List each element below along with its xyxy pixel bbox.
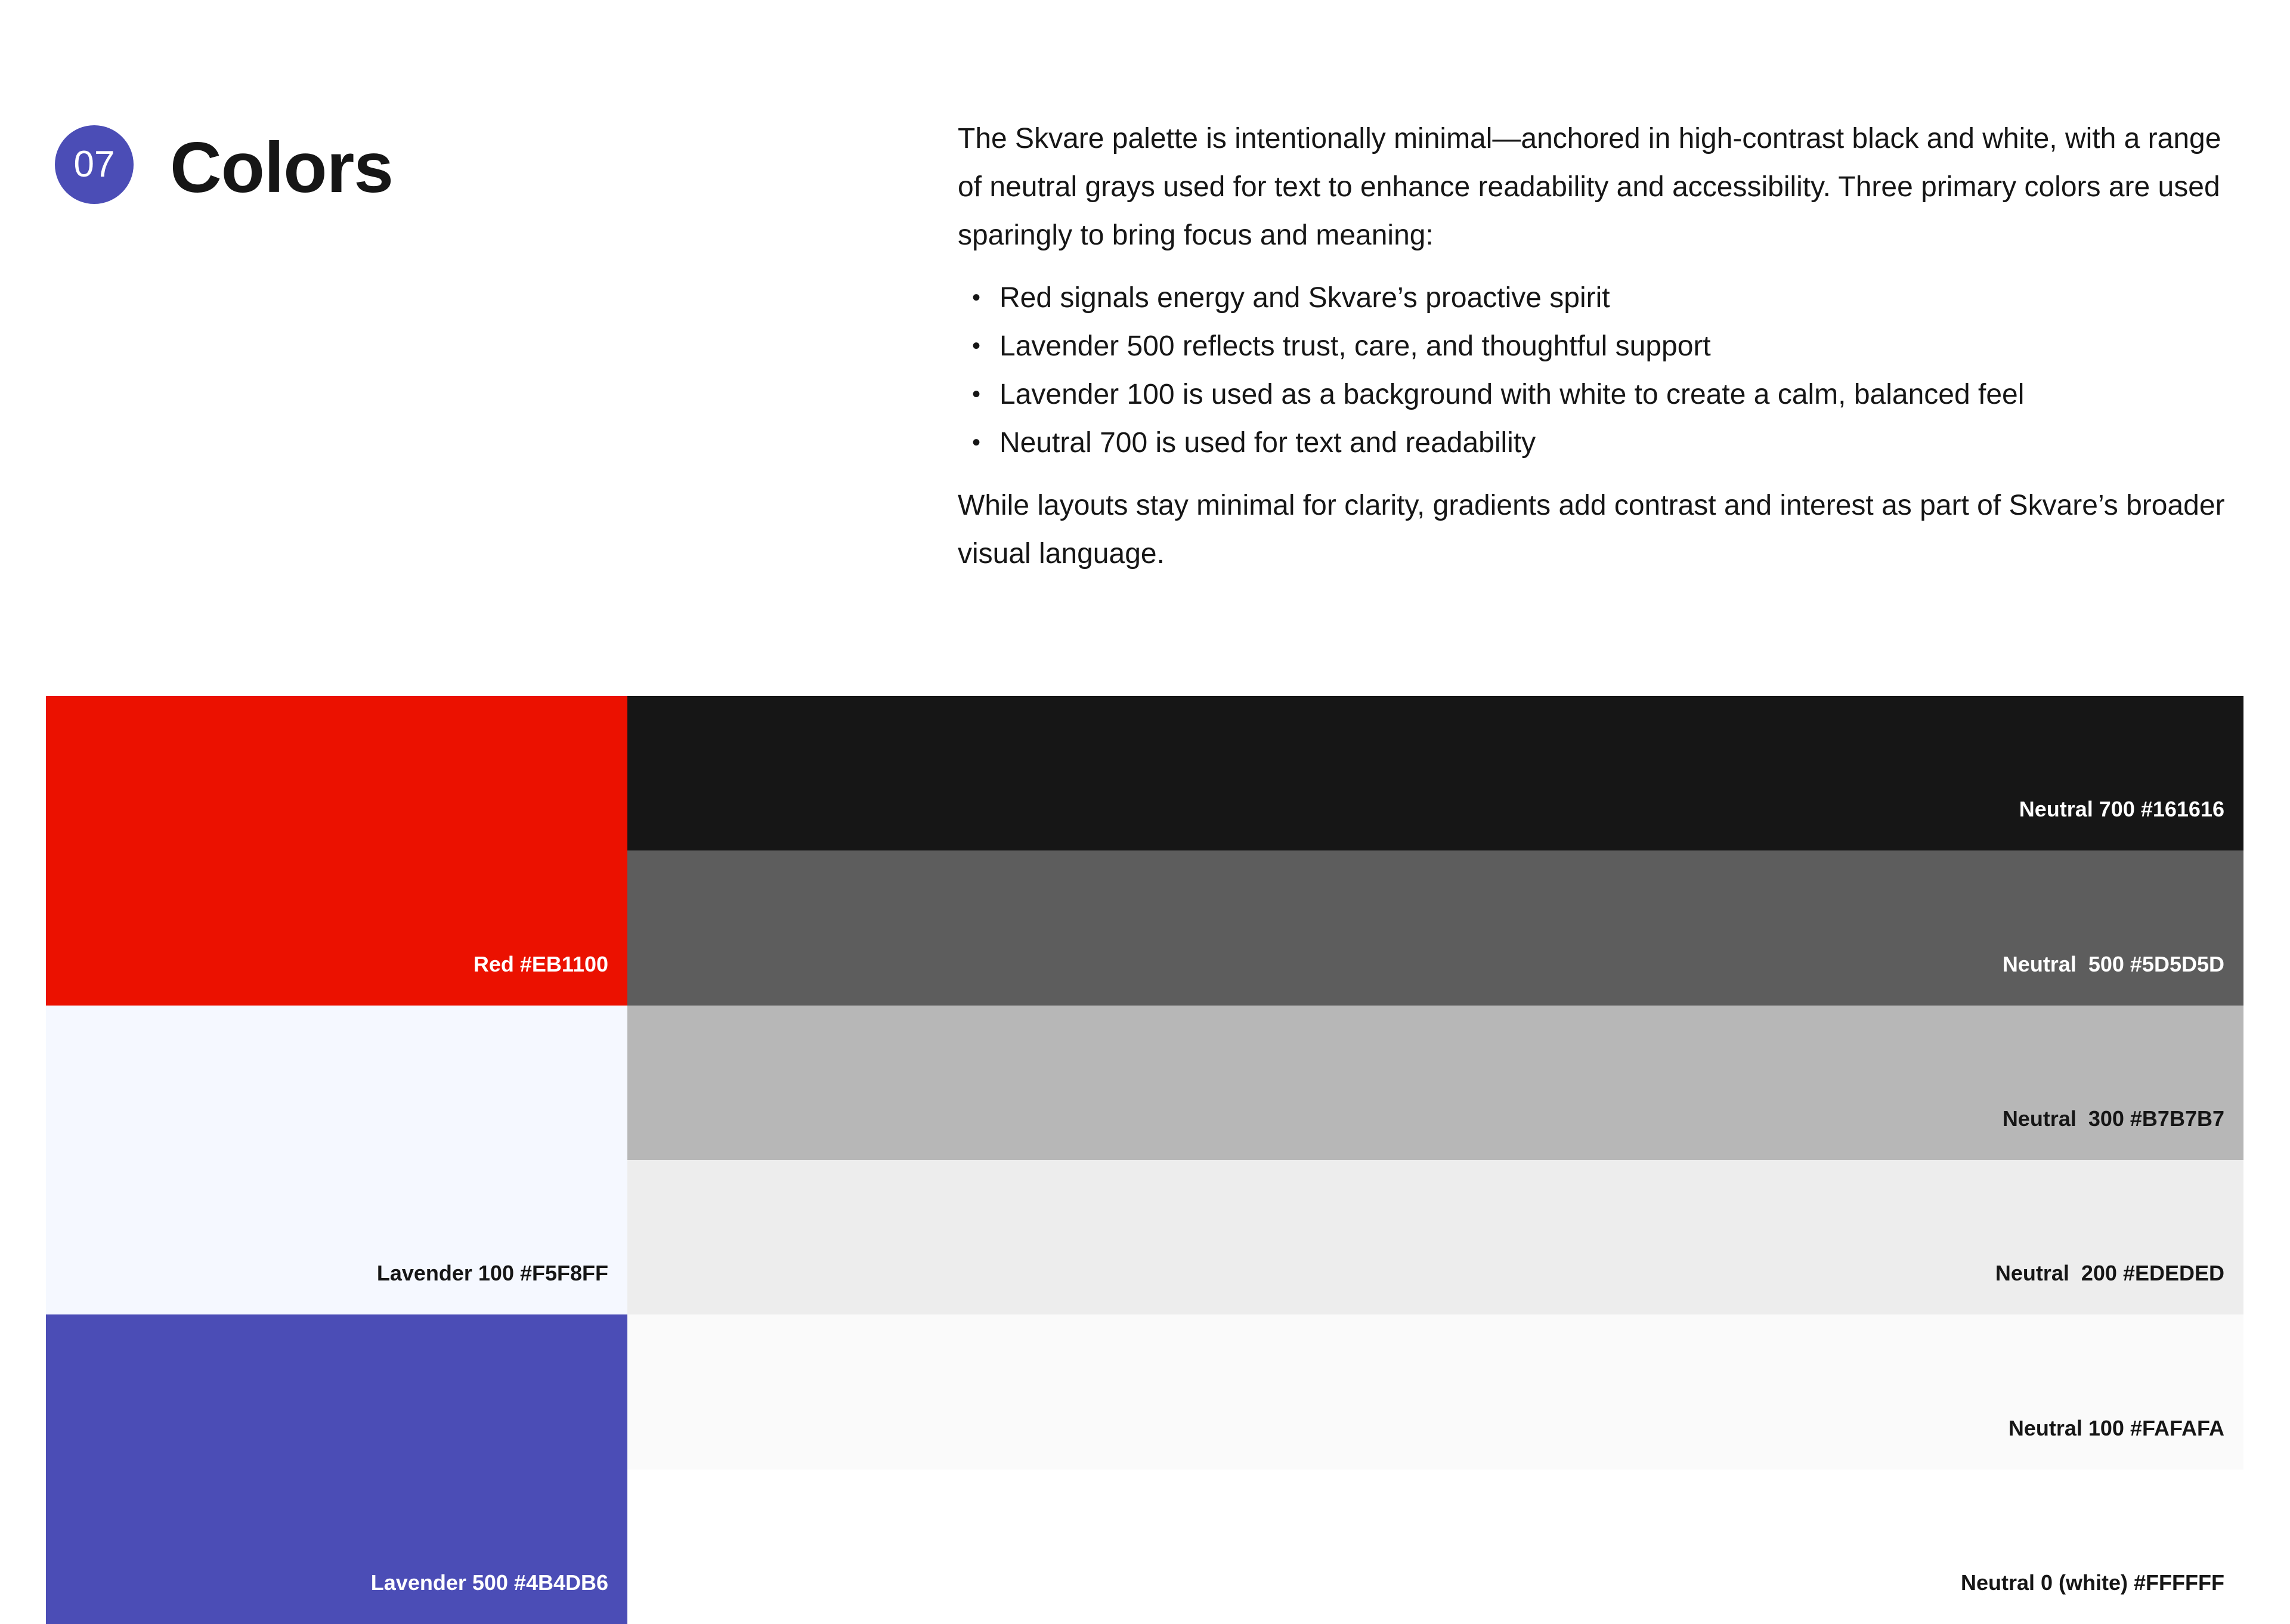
- swatch-label-neutral-700: Neutral 700 #161616: [2019, 797, 2224, 822]
- swatch-neutral-500: [627, 850, 2243, 1005]
- color-palette: [46, 696, 2243, 1624]
- intro-paragraph-2: While layouts stay minimal for clarity, gradients add contrast and interest as part of Skvare’s broader visual language.: [958, 490, 2225, 570]
- swatch-label-neutral-300: Neutral 300 #B7B7B7: [2002, 1106, 2224, 1131]
- page-title: Colors: [170, 128, 394, 208]
- intro-bullet-lavender-100: • Lavender 100 is used as a background with white to create a calm, balanced feel: [999, 370, 2246, 419]
- intro-text: [958, 115, 2246, 578]
- neutral-colors-column: [627, 696, 2243, 1624]
- swatch-label-neutral-500: Neutral 500 #5D5D5D: [2002, 951, 2224, 976]
- swatch-label-red: Red #EB1100: [473, 951, 608, 976]
- section-number-badge: 07: [55, 125, 134, 204]
- intro-paragraph-1: The Skvare palette is intentionally minimal—anchored in high-contrast black and white, with a range of neutral grays used for text to enhance readability and accessibility. Three primary colors are used sparingly to bring focus and meaning:: [958, 123, 2221, 251]
- intro-bullet-list: [958, 274, 2246, 467]
- swatch-neutral-300: [627, 1006, 2243, 1160]
- intro-bullet-red: • Red signals energy and Skvare’s proactive spirit: [999, 274, 2246, 322]
- intro-bullet-lavender-500: • Lavender 500 reflects trust, care, and thoughtful support: [999, 322, 2246, 370]
- swatch-label-neutral-100: Neutral 100 #FAFAFA: [2008, 1415, 2224, 1440]
- intro-bullet-neutral-700: • Neutral 700 is used for text and readability: [999, 419, 2246, 467]
- swatch-neutral-0-white: [627, 1470, 2243, 1624]
- swatch-lavender-100: [46, 1006, 627, 1315]
- swatch-label-neutral-200: Neutral 200 #EDEDED: [1995, 1261, 2224, 1286]
- swatch-label-lavender-500: Lavender 500 #4B4DB6: [370, 1570, 608, 1595]
- swatch-label-lavender-100: Lavender 100 #F5F8FF: [376, 1261, 608, 1286]
- primary-colors-column: [46, 696, 627, 1624]
- swatch-red: [46, 696, 627, 1006]
- swatch-neutral-100: [627, 1314, 2243, 1469]
- swatch-lavender-500: [46, 1314, 627, 1624]
- swatch-neutral-200: [627, 1160, 2243, 1314]
- swatch-neutral-700: [627, 696, 2243, 850]
- swatch-label-neutral-0-white: Neutral 0 (white) #FFFFFF: [1960, 1570, 2224, 1595]
